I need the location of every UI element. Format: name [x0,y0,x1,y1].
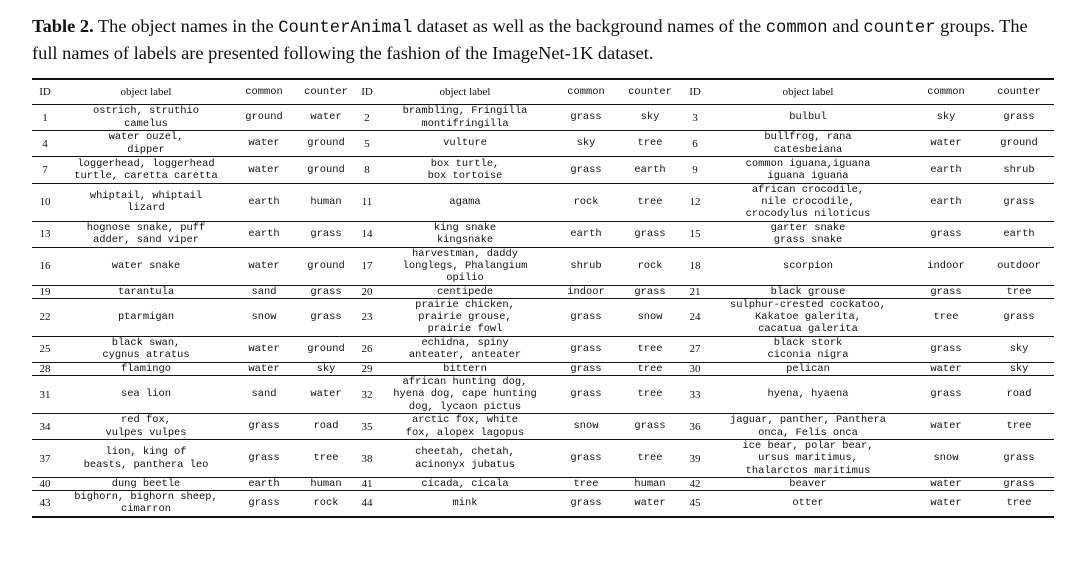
cell-common-background: grass [570,388,602,401]
table-caption [32,14,1048,66]
cell-id: 20 [361,285,373,298]
cell-common-background: water [248,362,280,375]
cell-id: 27 [689,343,701,356]
cell-common-background: sand [251,388,277,401]
cell-common-background: sand [251,285,277,298]
caption-common-name: common [765,19,828,38]
cell-id: 37 [39,452,51,465]
object-names-table [32,78,1054,518]
cell-common-background: grass [570,111,602,124]
cell-counter-background: tree [637,362,663,375]
cell-id: 3 [692,111,698,124]
cell-object-label: tarantula [117,285,175,298]
cell-object-label: water ouzel, dipper [108,131,184,156]
cell-common-background: grass [570,362,602,375]
cell-id: 41 [361,478,373,491]
cell-common-background: water [930,420,962,433]
header-counter: counter [304,85,348,98]
cell-counter-background: sky [1009,343,1029,356]
cell-object-label: loggerhead, loggerhead turtle, caretta caretta [74,157,218,182]
header-common: common [245,85,283,98]
cell-id: 8 [364,164,370,176]
cell-object-label: dung beetle [111,478,181,491]
cell-counter-background: ground [307,137,345,150]
cell-counter-background: ground [307,343,345,356]
cell-object-label: black swan, cygnus atratus [102,337,190,362]
cell-common-background: earth [248,478,280,491]
cell-object-label: sulphur-crested cockatoo, Kakatoe galerita, cacatua galerita [730,299,886,336]
table-row [32,131,1054,157]
cell-object-label: brambling, Fringilla montifringilla [402,105,528,130]
cell-counter-background: sky [316,362,336,375]
caption-text-2: dataset as well as the background names of the [412,16,766,36]
cell-common-background: earth [930,196,962,209]
cell-object-label: african hunting dog, hyena dog, cape hunting dog, lycaon pictus [393,376,537,413]
table-caption-label: Table 2. [32,16,94,36]
table-row [32,414,1054,440]
cell-object-label: whiptail, whiptail lizard [89,190,203,215]
cell-id: 39 [689,452,701,465]
cell-id: 42 [689,478,701,491]
cell-common-background: tree [933,311,959,324]
cell-counter-background: tree [1006,285,1032,298]
cell-object-label: hyena, hyaena [767,388,849,401]
cell-object-label: echidna, spiny anteater, anteater [408,337,522,362]
header-common: common [927,85,965,98]
cell-id: 16 [39,260,51,273]
cell-common-background: grass [248,497,280,510]
cell-object-label: common iguana,iguana iguana iguana [745,157,871,182]
cell-object-label: box turtle, box tortoise [427,157,503,182]
cell-id: 19 [39,285,51,298]
cell-object-label: red fox, vulpes vulpes [105,414,187,439]
cell-common-background: snow [573,420,599,433]
cell-object-label: bittern [443,362,487,375]
header-id: ID [689,86,701,98]
cell-id: 36 [689,420,701,433]
cell-object-label: centipede [436,285,494,298]
cell-object-label: arctic fox, white fox, alopex lagopus [405,414,525,439]
cell-id: 40 [39,478,51,491]
table-row [32,491,1054,517]
cell-object-label: beaver [789,478,827,491]
cell-id: 45 [689,497,701,510]
cell-common-background: water [930,497,962,510]
cell-id: 6 [692,137,698,150]
cell-counter-background: road [313,420,339,433]
cell-counter-background: tree [637,388,663,401]
cell-common-background: water [930,478,962,491]
cell-common-background: grass [930,343,962,356]
cell-id: 17 [361,260,373,273]
cell-id: 26 [361,343,373,356]
cell-counter-background: grass [634,285,666,298]
cell-common-background: grass [570,497,602,510]
cell-counter-background: grass [1003,452,1035,465]
caption-text-4: groups. The full names of labels are presented following the fashion of the ImageNet-1K dataset. [32,16,1028,63]
cell-counter-background: ground [1000,137,1038,150]
cell-common-background: snow [251,311,277,324]
table-row [32,362,1054,375]
table-row [32,336,1054,362]
cell-common-background: grass [570,452,602,465]
cell-counter-background: tree [313,452,339,465]
cell-common-background: grass [248,420,280,433]
header-common: common [567,85,605,98]
cell-id: 44 [361,497,373,510]
cell-common-background: sky [576,137,596,150]
table-row [32,247,1054,285]
cell-object-label: prairie chicken, prairie grouse, prairie fowl [415,299,515,336]
cell-object-label: garter snake grass snake [770,221,846,247]
cell-counter-background: grass [1003,196,1035,209]
cell-object-label: black stork ciconia nigra [767,337,849,362]
cell-object-label: scorpion [783,260,833,272]
cell-id: 23 [361,311,373,324]
cell-id: 7 [42,164,48,176]
cell-id: 22 [39,311,51,324]
table-row [32,298,1054,336]
cell-common-background: grass [570,343,602,356]
cell-common-background: earth [930,163,962,176]
cell-object-label: bulbul [789,111,827,124]
cell-object-label: hognose snake, puff adder, sand viper [86,221,206,247]
cell-counter-background: earth [634,163,666,176]
cell-id: 21 [689,285,701,298]
cell-common-background: water [248,343,280,356]
cell-counter-background: tree [637,452,663,465]
cell-object-label: cicada, cicala [421,478,509,491]
cell-id: 24 [689,311,701,324]
header-counter: counter [997,85,1041,98]
table-body [32,105,1054,517]
cell-counter-background: water [310,111,342,124]
cell-object-label: pelican [786,362,830,375]
cell-common-background: water [930,137,962,150]
cell-id: 15 [689,228,701,241]
cell-common-background: grass [570,163,602,176]
cell-counter-background: ground [307,163,345,176]
table-row [32,157,1054,184]
cell-common-background: snow [933,452,959,465]
cell-common-background: water [248,137,280,150]
caption-text-1: The object names in the [93,16,279,36]
cell-common-background: grass [930,228,962,240]
cell-id: 14 [361,228,373,241]
cell-counter-background: rock [313,497,339,510]
cell-object-label: vulture [443,137,487,150]
cell-id: 2 [364,111,370,124]
cell-counter-background: grass [1003,111,1035,124]
table-row [32,105,1054,131]
cell-common-background: grass [570,311,602,324]
cell-counter-background: grass [634,420,666,433]
header-object-label: object label [120,86,172,98]
table-row [32,221,1054,247]
cell-object-label: cheetah, chetah, acinonyx jubatus [415,446,515,471]
cell-id: 33 [689,388,701,401]
cell-id: 5 [364,137,370,150]
cell-counter-background: water [310,388,342,401]
cell-common-background: earth [248,196,280,209]
table-row [32,440,1054,478]
cell-object-label: flamingo [121,362,171,375]
cell-object-label: lion, king of beasts, panthera leo [83,446,209,471]
cell-common-background: ground [245,111,283,124]
cell-id: 18 [689,260,701,273]
cell-id: 9 [692,164,698,176]
cell-counter-background: tree [1006,497,1032,510]
cell-object-label: mink [452,497,478,510]
cell-id: 28 [39,362,51,375]
cell-counter-background: ground [307,260,345,272]
cell-counter-background: human [634,478,666,491]
cell-counter-background: sky [1009,362,1029,375]
cell-id: 12 [689,196,701,209]
cell-id: 25 [39,343,51,356]
cell-object-label: ostrich, struthio camelus [92,105,199,130]
cell-counter-background: tree [637,137,663,150]
cell-common-background: grass [930,285,962,298]
cell-object-label: bullfrog, rana catesbeiana [764,131,852,156]
caption-text-3: and [827,16,864,36]
caption-dataset-name: CounterAnimal [278,19,413,38]
cell-common-background: earth [248,228,280,240]
cell-counter-background: rock [637,260,663,272]
cell-id: 31 [39,388,51,401]
cell-common-background: grass [930,388,962,401]
cell-counter-background: road [1006,388,1032,401]
header-id: ID [361,86,373,98]
cell-counter-background: grass [634,228,666,240]
cell-counter-background: tree [1006,420,1032,433]
cell-object-label: bighorn, bighorn sheep, cimarron [74,491,218,516]
cell-common-background: sky [936,111,956,124]
cell-id: 38 [361,452,373,465]
cell-counter-background: outdoor [997,260,1041,272]
cell-counter-background: shrub [1003,163,1035,176]
cell-common-background: water [248,163,280,176]
header-counter: counter [628,85,672,98]
cell-object-label: ptarmigan [117,311,175,324]
cell-common-background: water [248,260,280,272]
cell-id: 1 [42,111,48,124]
cell-counter-background: grass [1003,311,1035,324]
cell-counter-background: grass [1003,478,1035,491]
cell-id: 34 [39,420,51,433]
cell-counter-background: snow [637,311,663,324]
cell-id: 13 [39,228,51,241]
cell-counter-background: grass [310,311,342,324]
cell-common-background: indoor [927,260,965,272]
cell-object-label: king snake kingsnake [433,221,497,247]
cell-object-label: african crocodile, nile crocodile, crocodylus niloticus [745,184,871,221]
cell-id: 35 [361,420,373,433]
cell-counter-background: tree [637,196,663,209]
cell-common-background: rock [573,196,599,209]
cell-object-label: ice bear, polar bear, ursus maritimus, thalarctos maritimus [742,440,874,477]
cell-common-background: indoor [567,285,605,298]
cell-object-label: sea lion [121,388,171,401]
cell-common-background: shrub [570,260,602,272]
table-header-row [32,79,1054,105]
cell-counter-background: human [310,478,342,491]
cell-object-label: agama [449,196,481,209]
table-row [32,285,1054,298]
cell-common-background: grass [248,452,280,465]
cell-counter-background: grass [310,228,342,240]
cell-object-label: black grouse [770,285,846,298]
cell-id: 4 [42,137,48,150]
cell-counter-background: earth [1003,228,1035,240]
cell-counter-background: human [310,196,342,209]
cell-object-label: water snake [111,260,181,272]
table-row [32,376,1054,414]
table-row [32,478,1054,491]
cell-object-label: otter [792,497,824,510]
header-id: ID [39,86,51,98]
cell-object-label: harvestman, daddy longlegs, Phalangium opilio [402,247,528,285]
cell-id: 11 [361,196,373,209]
table-row [32,184,1054,222]
header-object-label: object label [439,86,491,98]
cell-common-background: earth [570,228,602,240]
caption-counter-name: counter [863,19,936,38]
cell-counter-background: tree [637,343,663,356]
cell-id: 43 [39,497,51,510]
cell-common-background: tree [573,478,599,491]
cell-counter-background: grass [310,285,342,298]
cell-object-label: jaguar, panther, Panthera onca, Felis onca [730,414,886,439]
cell-counter-background: sky [640,111,660,124]
cell-id: 10 [39,196,51,209]
header-object-label: object label [782,86,834,98]
cell-common-background: water [930,362,962,375]
cell-id: 32 [361,388,373,401]
cell-id: 29 [361,362,373,375]
cell-counter-background: water [634,497,666,510]
cell-id: 30 [689,362,701,375]
